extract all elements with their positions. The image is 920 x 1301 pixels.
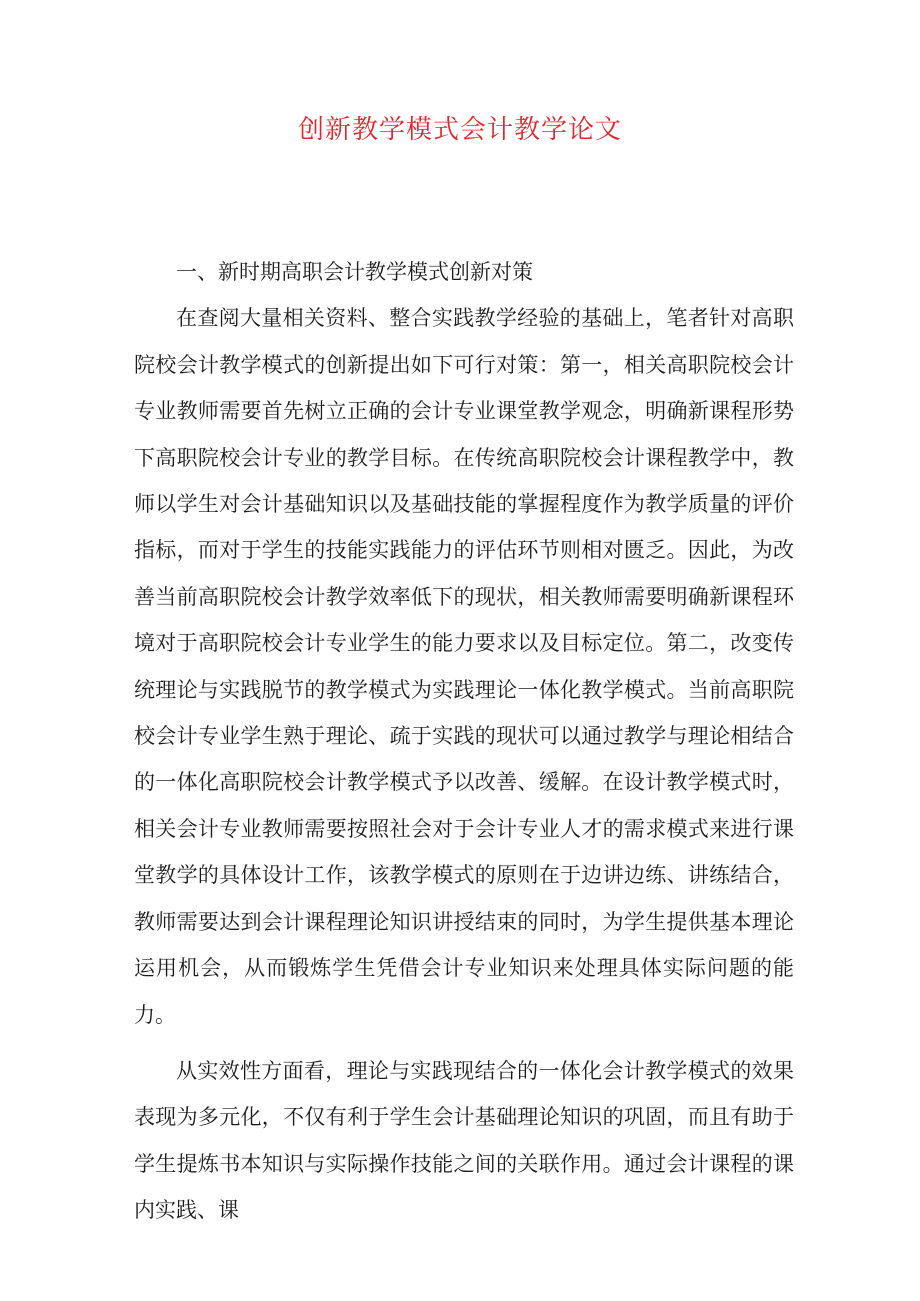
body-paragraph: 在查阅大量相关资料、整合实践教学经验的基础上，笔者针对高职院校会计教学模式的创新提出如下可行对策：第一，相关高职院校会计专业教师需要首先树立正确的会计专业课堂教学观念，明确新课程形势下高职院校会计专业的教学目标。在传统高职院校会计课程教学中，教师以学生对会计基础知识以及基础技能的掌握程度作为教学质量的评价指标，而对于学生的技能实践能力的评估环节则相对匮乏。因此，为改善当前高职院校会计教学效率低下的现状，相关教师需要明确新课程环境对于高职院校会计专业学生的能力要求以及目标定位。第二，改变传统理论与实践脱节的教学模式为实践理论一体化教学模式。当前高职院校会计专业学生熟于理论、疏于实践的现状可以通过教学与理论相结合的一体化高职院校会计教学模式予以改善、缓解。在设计教学模式时，相关会计专业教师需要按照社会对于会计专业人才的需求模式来进行课堂教学的具体设计工作，该教学模式的原则在于边讲边练、讲练结合，教师需要达到会计课程理论知识讲授结束的同时，为学生提供基本理论运用机会，从而锻炼学生凭借会计专业知识来处理具体实际问题的能力。: [134, 306, 794, 1027]
document-body: [134, 249, 794, 1234]
body-paragraph: 从实效性方面看，理论与实践现结合的一体化会计教学模式的效果表现为多元化，不仅有利于学生会计基础理论知识的巩固，而且有助于学生提炼书本知识与实际操作技能之间的关联作用。通过会计课程的课内实践、课: [134, 1058, 794, 1223]
document-title: 创新教学模式会计教学论文: [297, 115, 622, 145]
section-heading: 一、新时期高职会计教学模式创新对策: [176, 260, 533, 284]
